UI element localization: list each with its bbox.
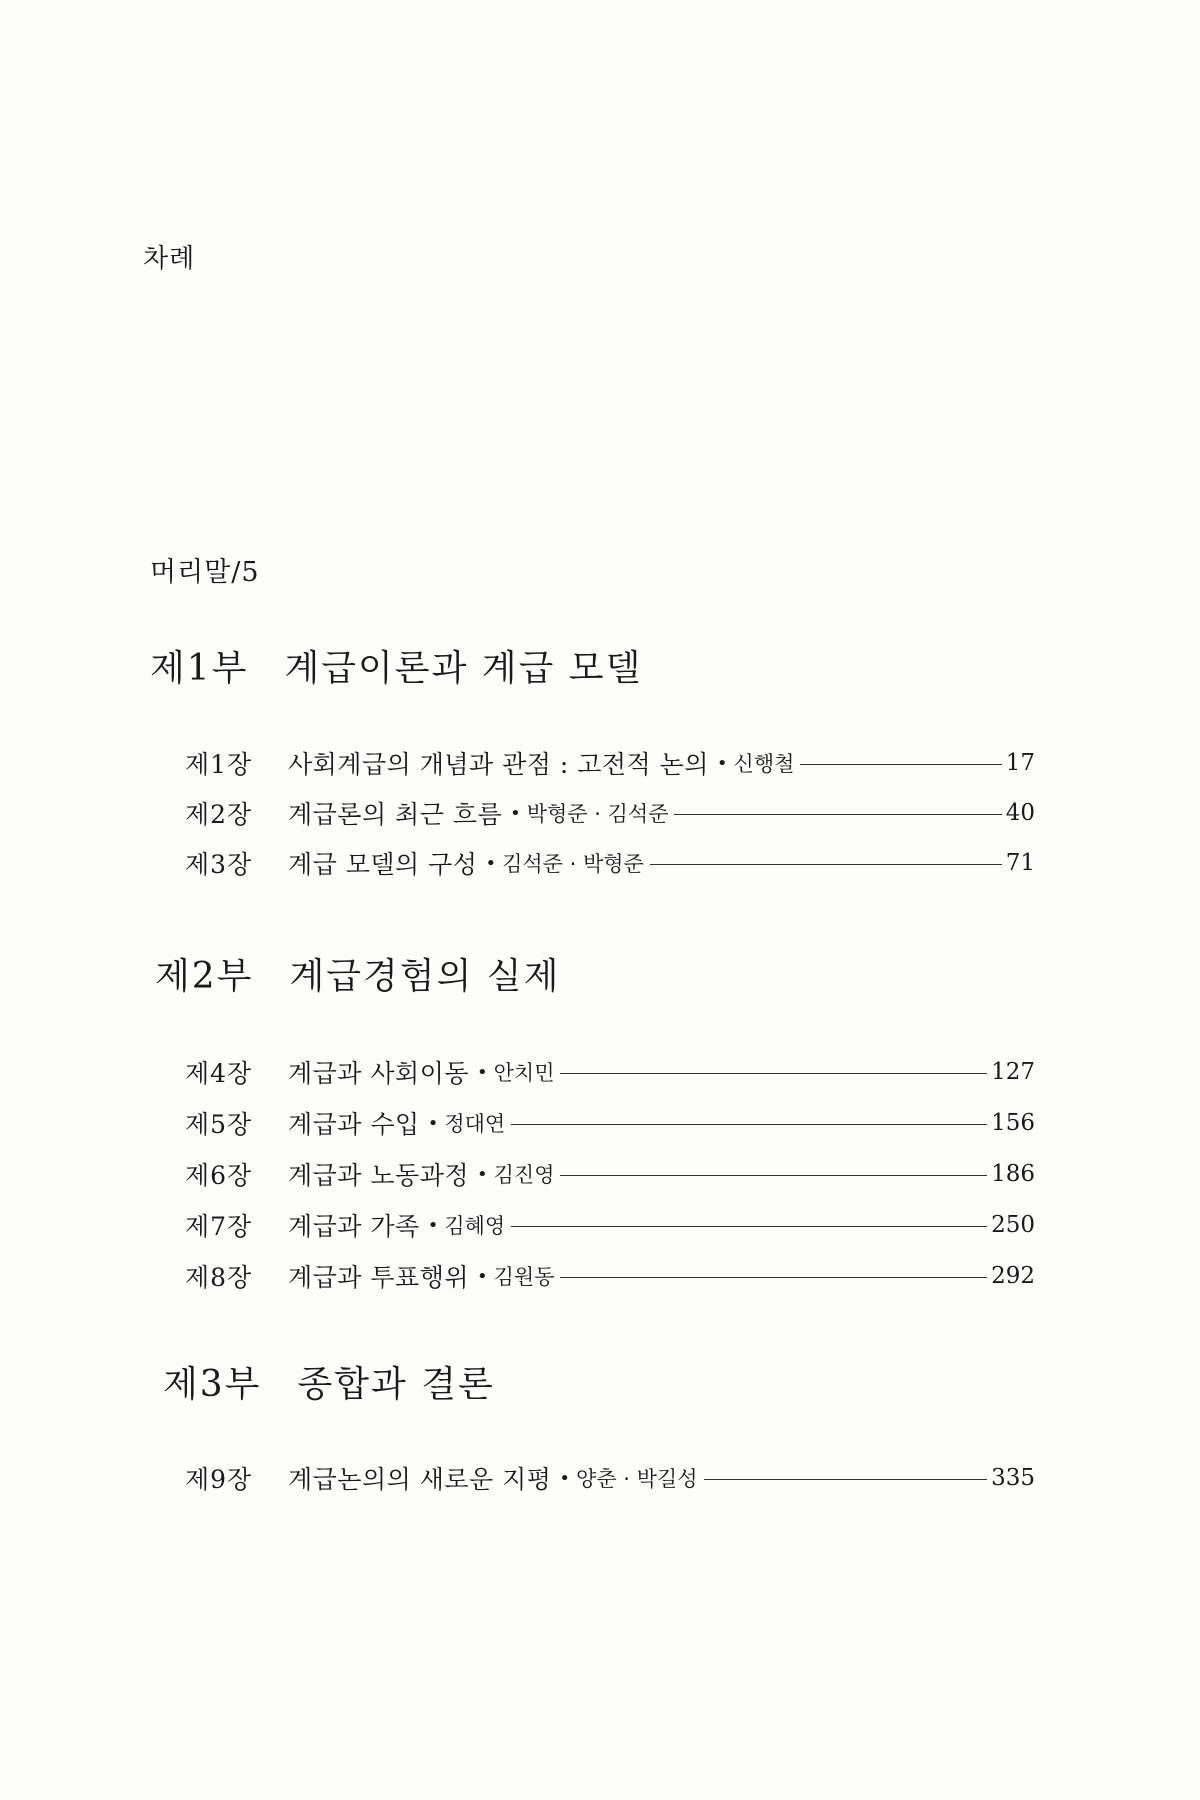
bullet: • bbox=[559, 1467, 571, 1489]
page-number: 71 bbox=[1005, 850, 1035, 876]
toc-entry bbox=[185, 843, 1035, 883]
chapter-number: 제2장 bbox=[185, 800, 253, 829]
chapter-number: 제6장 bbox=[185, 1161, 253, 1190]
part-heading bbox=[150, 640, 642, 691]
toc-entry bbox=[185, 1256, 1035, 1296]
chapter-title: 계급과 노동과정 bbox=[288, 1161, 469, 1190]
page-number: 292 bbox=[991, 1263, 1035, 1289]
chapter-author: 김혜영 bbox=[444, 1214, 506, 1238]
page-number: 250 bbox=[991, 1212, 1035, 1238]
bullet: • bbox=[477, 1061, 488, 1083]
chapter-number: 제8장 bbox=[185, 1263, 253, 1292]
chapter-title: 계급 모델의 구성 bbox=[288, 850, 478, 879]
part-number: 제2부 bbox=[155, 956, 254, 997]
page-number: 17 bbox=[1005, 750, 1035, 776]
bullet: • bbox=[485, 852, 497, 874]
leader-line bbox=[511, 1124, 987, 1125]
chapter-number: 제7장 bbox=[185, 1212, 253, 1241]
chapter-author: 김진영 bbox=[493, 1163, 555, 1187]
chapter-title: 계급과 사회이동 bbox=[288, 1059, 469, 1088]
chapter-author: 박형준 · 김석준 bbox=[526, 802, 669, 826]
chapter-author: 김원동 bbox=[493, 1265, 555, 1289]
part-heading bbox=[163, 1356, 495, 1407]
leader-line bbox=[511, 1226, 987, 1227]
preface-entry: 머리말/5 bbox=[150, 557, 260, 588]
leader-line bbox=[674, 814, 1001, 815]
chapter-number: 제1장 bbox=[185, 750, 253, 779]
toc-heading: 차례 bbox=[143, 244, 196, 274]
toc-entry bbox=[185, 1154, 1035, 1194]
chapter-title: 사회계급의 개념과 관점 : 고전적 논의 bbox=[288, 750, 709, 779]
chapter-title: 계급과 수입 bbox=[288, 1110, 420, 1139]
part-title: 계급경험의 실제 bbox=[289, 956, 561, 997]
toc-entry bbox=[185, 1205, 1035, 1245]
bullet: • bbox=[477, 1265, 488, 1287]
chapter-title: 계급과 가족 bbox=[288, 1212, 420, 1241]
part-number: 제1부 bbox=[150, 648, 249, 689]
leader-line bbox=[560, 1277, 987, 1278]
page-number: 335 bbox=[991, 1465, 1035, 1491]
page-number: 186 bbox=[991, 1161, 1035, 1187]
bullet: • bbox=[427, 1112, 439, 1134]
part-title: 계급이론과 계급 모델 bbox=[284, 648, 643, 689]
chapter-author: 안치민 bbox=[493, 1061, 555, 1085]
chapter-title: 계급론의 최근 흐름 bbox=[288, 800, 503, 829]
chapter-author: 신행철 bbox=[733, 752, 795, 776]
toc-entry bbox=[185, 1052, 1035, 1092]
bullet: • bbox=[427, 1214, 439, 1236]
leader-line bbox=[560, 1175, 987, 1176]
toc-entry bbox=[185, 743, 1035, 783]
chapter-number: 제3장 bbox=[185, 850, 253, 879]
leader-line bbox=[650, 864, 1002, 865]
chapter-number: 제4장 bbox=[185, 1059, 253, 1088]
chapter-title: 계급논의의 새로운 지평 bbox=[288, 1465, 552, 1494]
part-number: 제3부 bbox=[163, 1364, 262, 1405]
chapter-author: 김석준 · 박형준 bbox=[502, 852, 644, 876]
toc-entry bbox=[185, 1103, 1035, 1143]
part-title: 종합과 결론 bbox=[297, 1364, 495, 1405]
chapter-author: 정대연 bbox=[444, 1112, 506, 1136]
leader-line bbox=[704, 1479, 988, 1480]
page-number: 156 bbox=[991, 1110, 1035, 1136]
chapter-author: 양춘 · 박길성 bbox=[576, 1467, 698, 1491]
chapter-title: 계급과 투표행위 bbox=[288, 1263, 469, 1292]
bullet: • bbox=[716, 752, 728, 774]
bullet: • bbox=[510, 802, 521, 824]
chapter-number: 제5장 bbox=[185, 1110, 253, 1139]
toc-entry bbox=[185, 1458, 1035, 1498]
leader-line bbox=[800, 764, 1001, 765]
leader-line bbox=[560, 1073, 987, 1074]
toc-entry bbox=[185, 793, 1035, 833]
page-number: 127 bbox=[991, 1059, 1035, 1085]
bullet: • bbox=[477, 1163, 488, 1185]
page-number: 40 bbox=[1005, 800, 1035, 826]
chapter-number: 제9장 bbox=[185, 1465, 253, 1494]
part-heading bbox=[155, 948, 560, 999]
